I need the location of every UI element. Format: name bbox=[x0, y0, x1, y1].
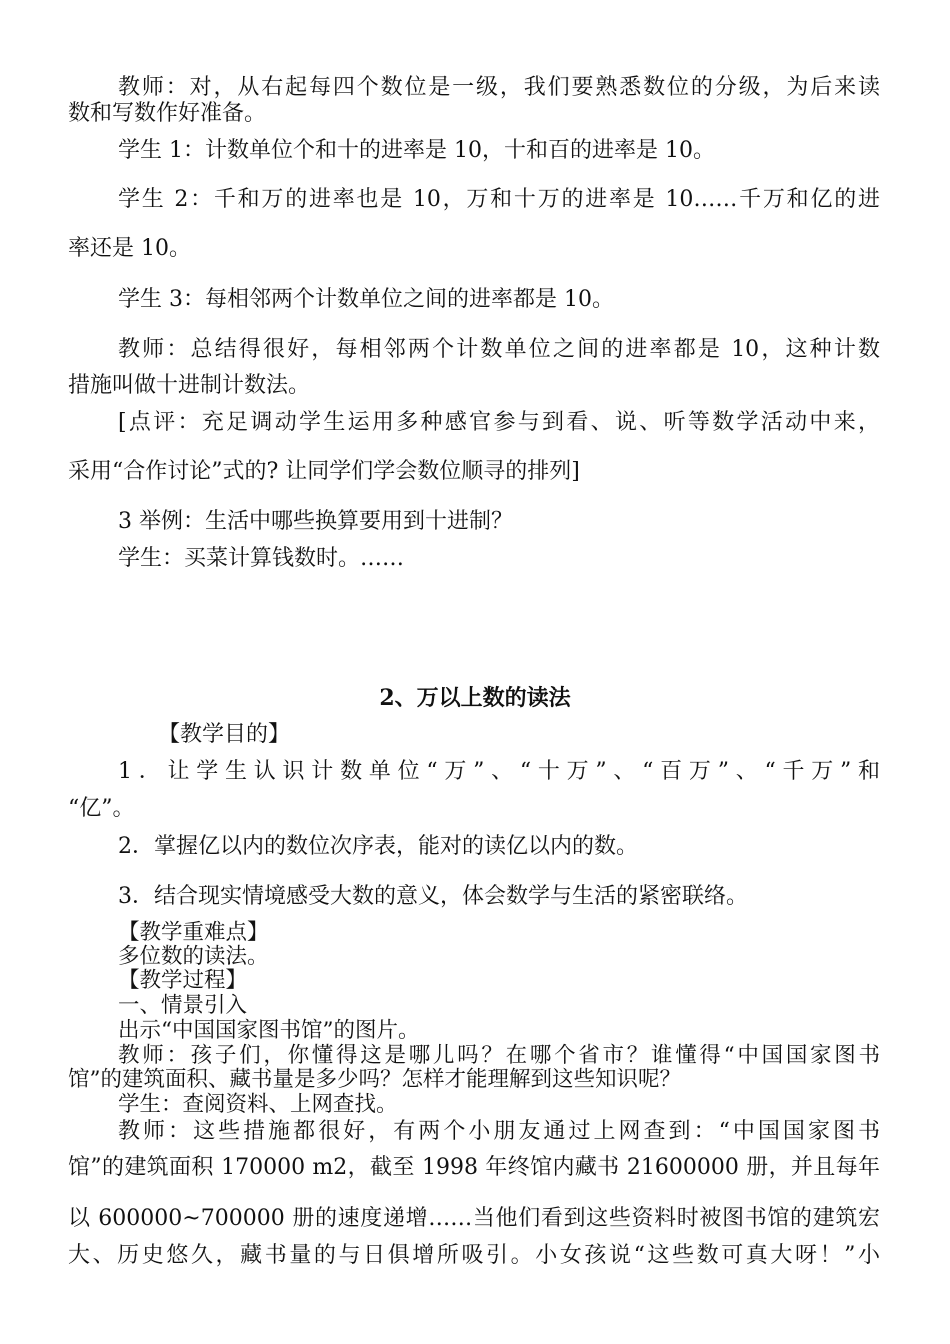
paragraph-line: 出示“中国国家图书馆”的图片。 bbox=[118, 1018, 420, 1043]
comment-line: [点评：充足调动学生运用多种感官参与到看、说、听等数学活动中来， bbox=[118, 410, 880, 435]
paragraph-line: 数和写数作好准备。 bbox=[68, 101, 267, 126]
section-heading: 【教学目的】 bbox=[158, 722, 291, 747]
paragraph-line: 教师：总结得很好，每相邻两个计数单位之间的进率都是 10，这种计数 bbox=[118, 337, 880, 362]
section-heading: 【教学重难点】 bbox=[118, 920, 269, 945]
list-item: 3．结合现实情境感受大数的意义，体会数学与生活的紧密联络。 bbox=[118, 884, 748, 909]
paragraph-line: 学生：买菜计算钱数时。…… bbox=[118, 546, 405, 571]
paragraph-line: 3 举例：生活中哪些换算要用到十进制？ bbox=[118, 509, 513, 534]
list-item: 1．让学生认识计数单位“万”、“十万”、“百万”、“千万”和 bbox=[118, 759, 880, 784]
paragraph-line: 一、情景引入 bbox=[118, 993, 248, 1018]
paragraph-line: 学生 2：千和万的进率也是 10，万和十万的进率是 10……千万和亿的进 bbox=[118, 187, 880, 212]
list-item: “亿”。 bbox=[68, 796, 135, 821]
paragraph-line: 学生：查阅资料、上网查找。 bbox=[118, 1092, 398, 1117]
section-heading: 【教学过程】 bbox=[118, 968, 248, 993]
list-item: 2．掌握亿以内的数位次序表，能对的读亿以内的数。 bbox=[118, 834, 638, 859]
paragraph-line: 学生 3：每相邻两个计数单位之间的进率都是 10。 bbox=[118, 287, 614, 312]
paragraph-line: 馆”的建筑面积 170000 m2，截至 1998 年终馆内藏书 21600000 册，并且每年 bbox=[68, 1155, 880, 1180]
paragraph-line: 教师：这些措施都很好，有两个小朋友通过上网查到：“中国国家图书 bbox=[118, 1119, 880, 1144]
paragraph-line: 学生 1：计数单位个和十的进率是 10，十和百的进率是 10。 bbox=[118, 138, 715, 163]
paragraph-line: 馆”的建筑面积、藏书量是多少吗？怎样才能理解到这些知识呢？ bbox=[68, 1067, 681, 1092]
paragraph-line: 率还是 10。 bbox=[68, 236, 191, 261]
paragraph-line: 教师：孩子们，你懂得这是哪儿吗？在哪个省市？谁懂得“中国国家图书 bbox=[118, 1043, 880, 1068]
paragraph-line: 措施叫做十进制计数法。 bbox=[68, 373, 311, 398]
section-title: 2、万以上数的读法 bbox=[379, 685, 571, 711]
paragraph-line: 多位数的读法。 bbox=[118, 944, 269, 969]
paragraph-line: 以 600000~700000 册的速度递增……当他们看到这些资料时被图书馆的建筑宏 bbox=[68, 1206, 880, 1231]
paragraph-line: 教师：对，从右起每四个数位是一级，我们要熟悉数位的分级，为后来读 bbox=[118, 75, 880, 100]
paragraph-line: 大、历史悠久，藏书量的与日俱增所吸引。小女孩说“这些数可真大呀！”小 bbox=[68, 1243, 880, 1268]
comment-line: 采用“合作讨论”式的? 让同学们学会数位顺寻的排列] bbox=[68, 459, 580, 484]
